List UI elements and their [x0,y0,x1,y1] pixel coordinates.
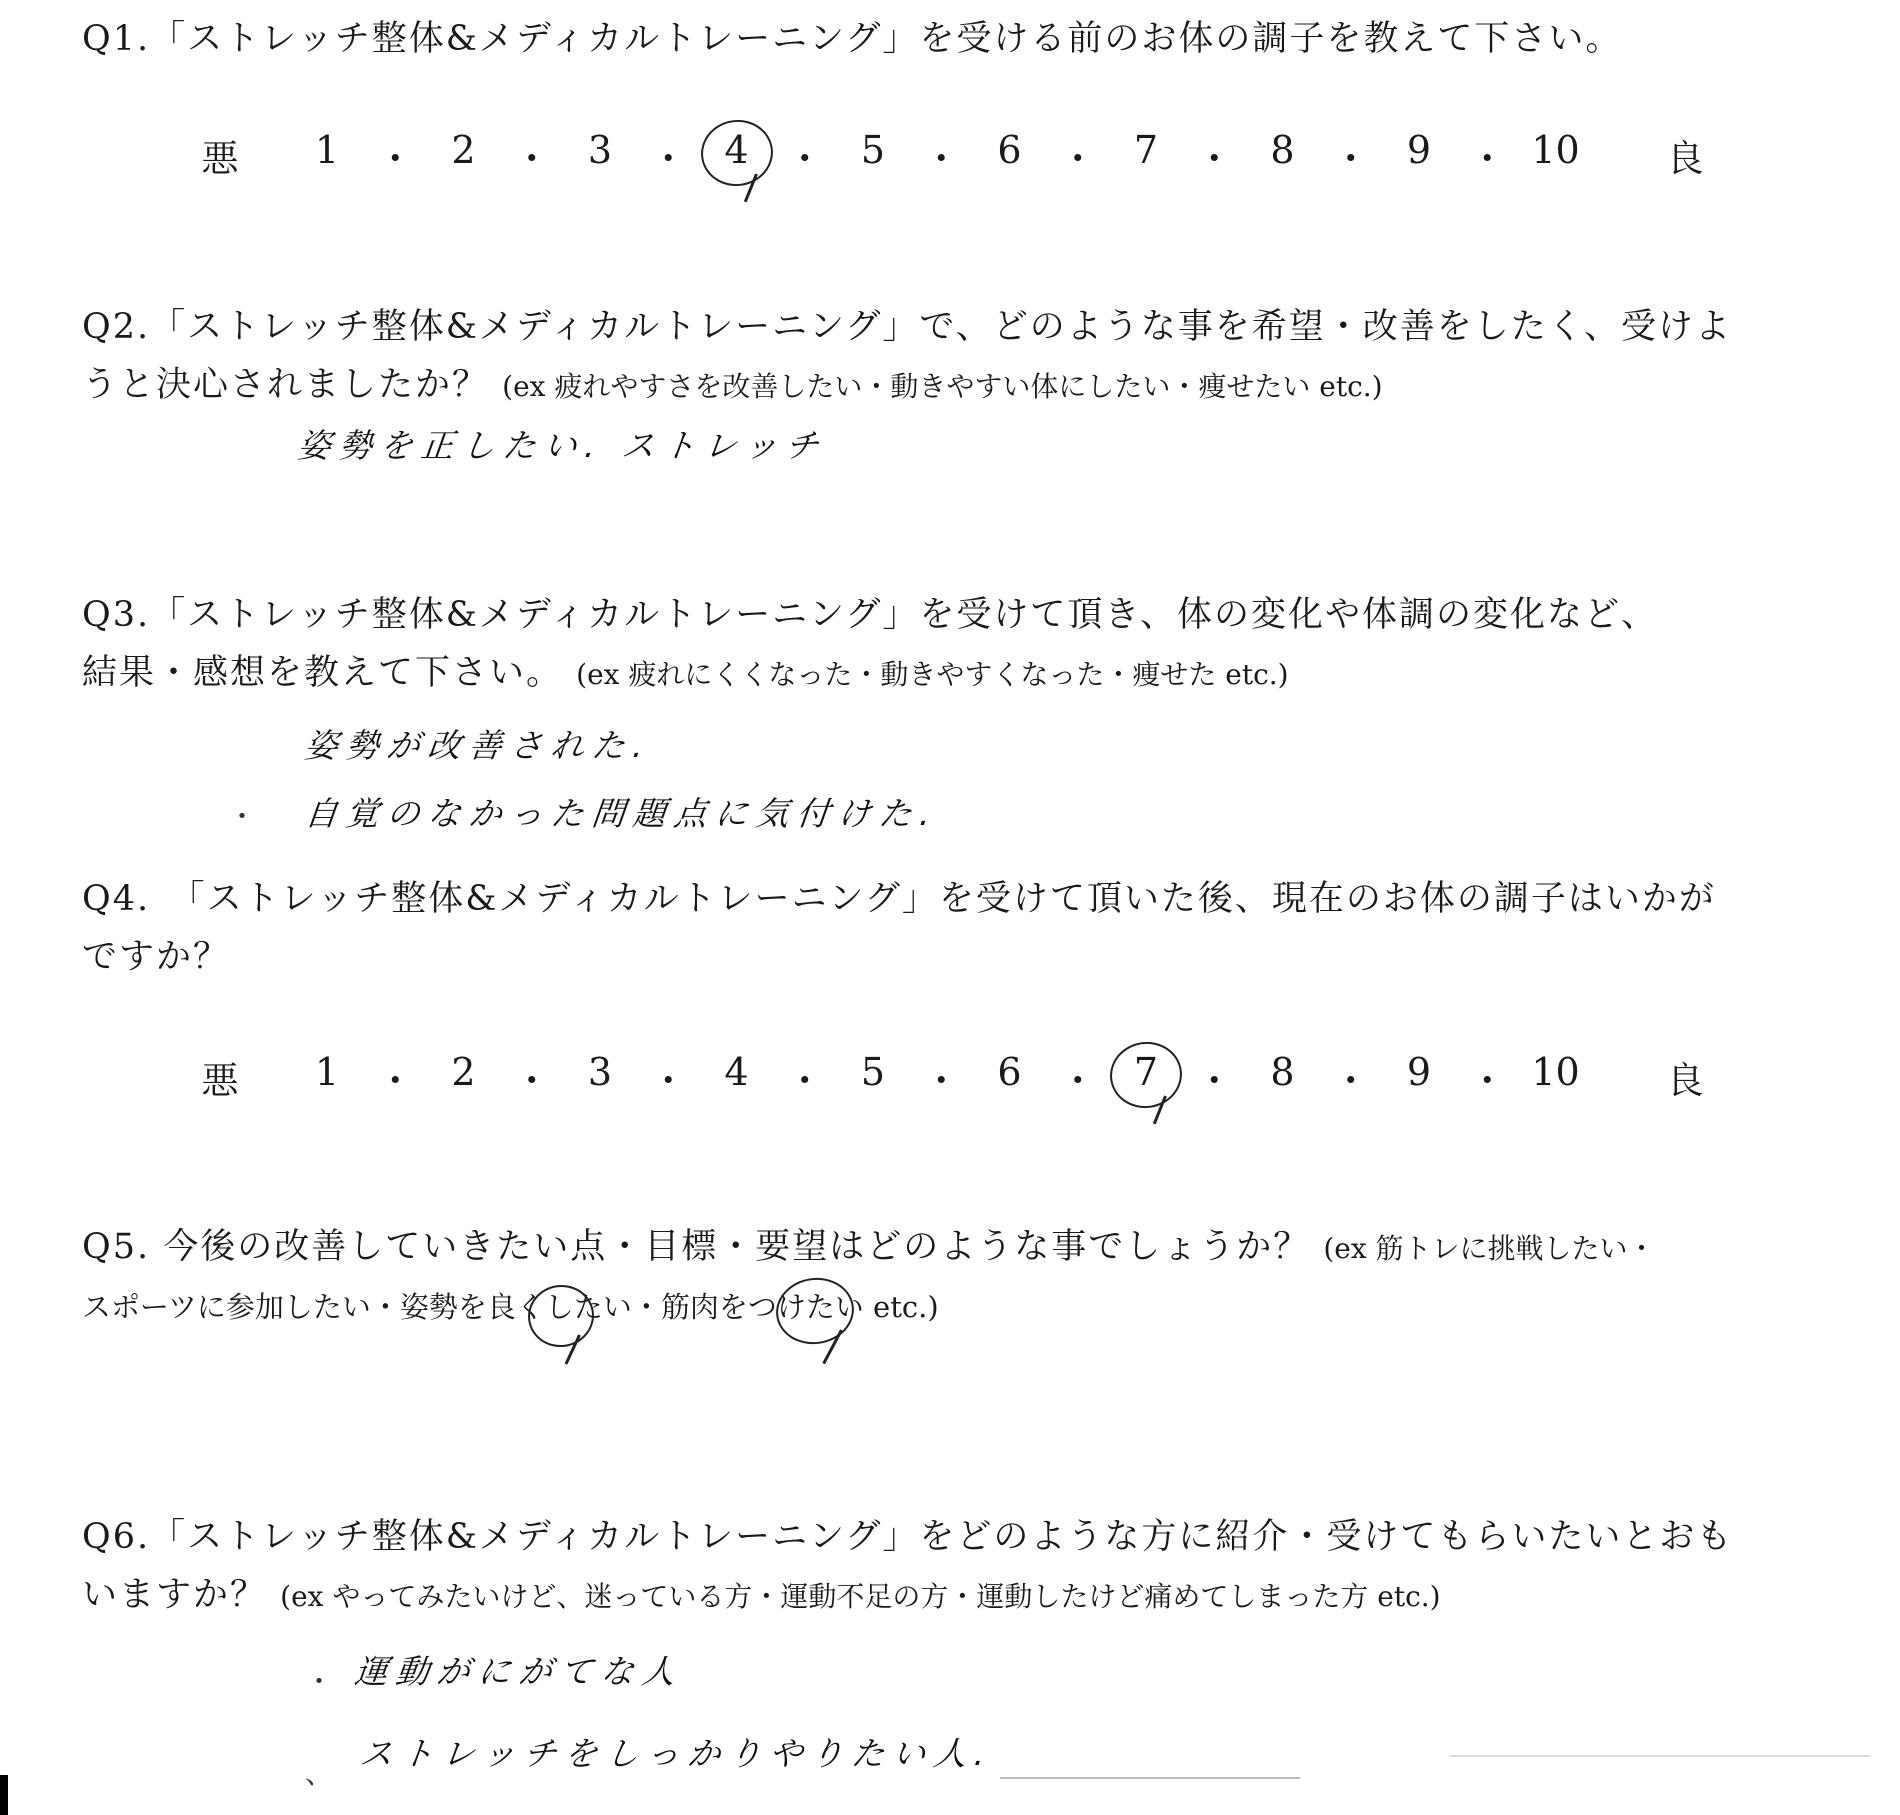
question-3-example: (ex 疲れにくくなった・動きやすくなった・痩せた etc.) [576,658,1289,691]
scale-option-5: 5 [860,1050,886,1094]
question-2-example: (ex 疲れやすさを改善したい・動きやすい体にしたい・痩せたい etc.) [502,370,1383,403]
bullet-dot: ・ [305,1665,334,1698]
question-6-example: (ex やってみたいけど、迷っている方・運動不足の方・運動したけど痛めてしまった方 etc.) [280,1580,1441,1613]
scan-edge [0,1775,8,1815]
selected-circle [696,115,776,190]
scale-separator: ・ [785,1059,824,1103]
scale-separator: ・ [922,1059,961,1103]
scale-separator: ・ [376,1059,415,1103]
scale-option-6: 6 [997,128,1022,172]
scale-separator: ・ [1331,1059,1370,1103]
bullet-dot: 、 [305,1757,334,1790]
answer-3-line-2: 自覚のなかった問題点に気付けた. [302,794,941,833]
scale-separator: ・ [649,137,688,181]
answer-6-line-1: 運動がにがてな人 [352,1652,685,1691]
scale-separator: ・ [1468,137,1507,181]
question-3-text: Q3.「ストレッチ整体&メディカルトレーニング」を受けて頂き、体の変化や体調の変化など、 [82,595,1658,635]
scale-low-label: 悪 [201,1059,239,1102]
question-1 [82,10,1822,68]
scale-option-6: 6 [997,1050,1022,1094]
scale-separator: ・ [1195,1059,1234,1103]
scale-option-3: 3 [587,128,613,172]
scale-option-4: 4 [724,1050,749,1094]
scale-option-4: 4 [724,128,749,172]
question-6 [82,1508,1822,1626]
question-4-text: Q4. 「ストレッチ整体&メディカルトレーニング」を受けて頂いた後、現在のお体の調子はいかが [82,879,1716,919]
question-5-example-1: (ex 筋トレに挑戦したい・ [1323,1232,1656,1265]
question-3 [82,586,1822,704]
scale-option-2: 2 [451,128,476,172]
answer-2: 姿勢を正したい. ストレッチ [295,426,829,465]
question-5-text: Q5. 今後の改善していきたい点・目標・要望はどのような事でしょうか？ [82,1227,1311,1267]
scale-option-8: 8 [1270,128,1295,172]
question-2 [82,298,1822,416]
scale-separator: ・ [785,137,824,181]
bullet-dot: ・ [228,800,257,833]
scale-option-9: 9 [1406,1050,1432,1094]
scan-smudge [1450,1755,1870,1757]
scale-separator: ・ [1195,137,1234,181]
scale-4 [200,1040,1710,1110]
question-6-text: Q6.「ストレッチ整体&メディカルトレーニング」をどのような方に紹介・受けてもらいたいとおも [82,1517,1734,1557]
scale-option-3: 3 [587,1050,613,1094]
selected-circle [1106,1037,1186,1112]
scale-separator: ・ [376,137,415,181]
question-4-text-line2: ですか？ [82,937,231,977]
scale-option-7: 7 [1133,1050,1159,1094]
scale-separator: ・ [1468,1059,1507,1103]
scale-separator: ・ [649,1059,688,1103]
scan-smudge [1000,1777,1300,1779]
answer-3-line-1: 姿勢が改善された. [302,726,654,765]
scale-separator: ・ [1331,137,1370,181]
question-3-text-line2: 結果・感想を教えて下さい。 [82,653,564,693]
question-2-text-line2: うと決心されましたか？ [82,365,490,405]
scale-separator: ・ [512,1059,551,1103]
scale-option-10: 10 [1531,1050,1580,1094]
scale-option-9: 9 [1406,128,1432,172]
answer-6-line-2: ストレッチをしっかりやりたい人. [357,1734,996,1773]
scale-option-7: 7 [1133,128,1159,172]
scale-low-label: 悪 [201,137,239,180]
scale-option-8: 8 [1270,1050,1295,1094]
scale-high-label: 良 [1666,1059,1704,1102]
scale-separator: ・ [512,137,551,181]
question-6-text-line2: いますか？ [82,1575,268,1615]
scale-separator: ・ [1058,1059,1097,1103]
scale-option-1: 1 [314,1050,340,1094]
scale-separator: ・ [922,137,961,181]
scale-separator: ・ [1058,137,1097,181]
scale-high-label: 良 [1666,137,1704,180]
scale-option-10: 10 [1531,128,1580,172]
scale-1 [200,118,1710,188]
scale-option-5: 5 [860,128,886,172]
question-5 [82,1218,1822,1336]
question-1-text: Q1.「ストレッチ整体&メディカルトレーニング」を受ける前のお体の調子を教えて下さい。 [82,19,1623,59]
question-5-example-2: スポーツに参加したい・姿勢を良くしたい・筋肉をつけたい etc.) [82,1290,939,1324]
scale-option-1: 1 [314,128,340,172]
scale-option-2: 2 [451,1050,476,1094]
question-2-text: Q2.「ストレッチ整体&メディカルトレーニング」で、どのような事を希望・改善をしたく、受けよ [82,307,1732,347]
question-4 [82,870,1822,986]
